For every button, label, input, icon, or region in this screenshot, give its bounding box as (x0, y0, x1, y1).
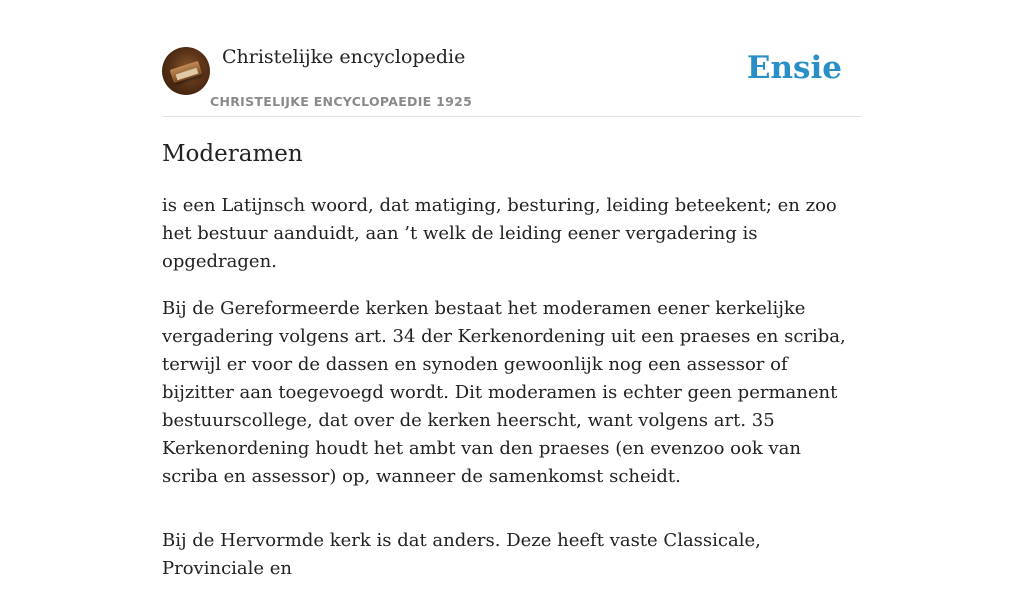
article-paragraph: is een Latijnsch woord, dat matiging, besturing, leiding beteekent; en zoo het bestuur aanduidt, aan ’t welk de leiding eener vergadering is opgedragen. (162, 195, 837, 272)
site-subtitle: CHRISTELIJKE ENCYCLOPAEDIE 1925 (210, 94, 473, 109)
article-paragraph: Bij de Gereformeerde kerken bestaat het moderamen eener kerkelijke vergadering volgens art. 34 der Kerkenordening uit een praeses en scriba, terwijl er voor de dassen en synoden gewoonlijk nog een assessor of bijzitter aan toegevoegd wordt. Dit moderamen is echter geen permanent bestuurscollege, dat over de kerken heerscht, want volgens art. 35 Kerkenordening houdt het ambt van den praeses (en evenzoo ook van scriba en assessor) op, wanneer de samenkomst scheidt. (162, 298, 846, 487)
site-title[interactable]: Christelijke encyclopedie (222, 46, 466, 68)
article-paragraph: Bij de Hervormde kerk is dat anders. Deze heeft vaste Classicale, Provinciale en (162, 530, 761, 579)
article (162, 138, 862, 602)
article-title: Moderamen (162, 141, 303, 167)
site-header (162, 40, 862, 117)
brand-logo[interactable]: Ensie (746, 50, 842, 86)
encyclopedia-book-icon[interactable] (162, 47, 210, 95)
